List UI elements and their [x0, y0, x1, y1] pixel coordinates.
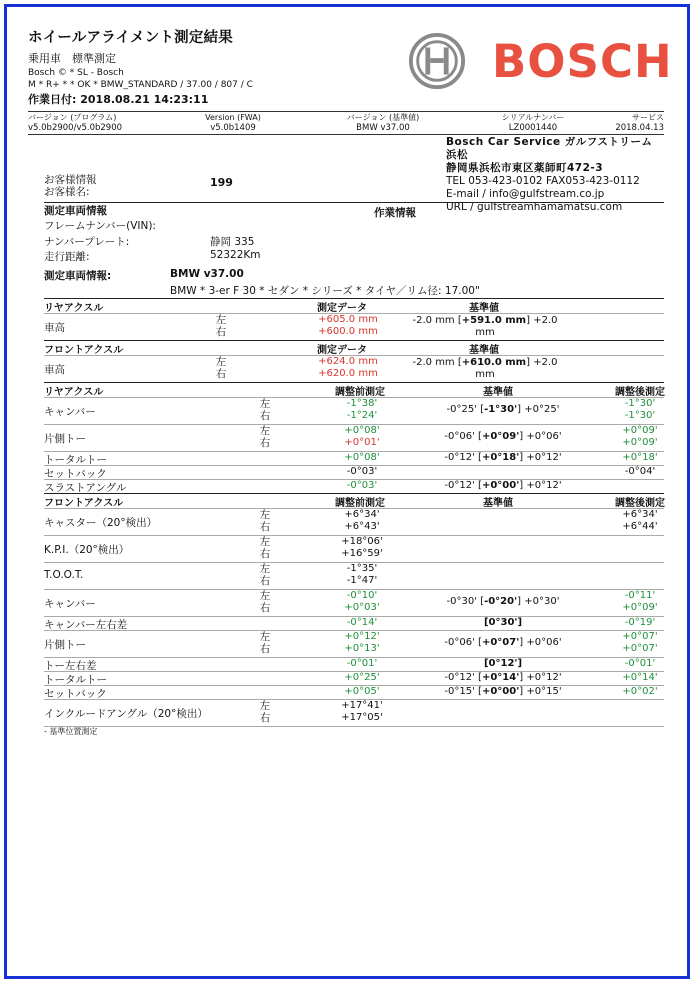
rear-toe-row: 片側トー 左 右 +0°08' +0°01' -0°06' [+0°09'] +0°06' +0°09' +0°09'	[44, 424, 664, 451]
company-tel: TEL 053-423-0102 FAX053-423-0112	[446, 175, 640, 187]
rear-ride-height-header: リヤアクスル 測定データ 基準値	[44, 298, 664, 311]
front-caster-row: キャスター（20°検出） 左 右 +6°34' +6°43' +6°34' +6°44'	[44, 508, 664, 535]
bosch-armature-icon	[408, 32, 466, 90]
model-detail: BMW * 3-er F 30 * セダン * シリーズ * タイヤ／リム径: 17.00"	[170, 285, 480, 297]
front-camber-row: キャンバー 左 右 -0°10' +0°03' -0°30' [-0°20'] +0°30' -0°11' +0°09'	[44, 589, 664, 616]
mileage-value: 52322Km	[210, 249, 261, 261]
plate-value: 静岡 335	[210, 236, 255, 248]
report-page	[28, 26, 673, 736]
rear-camber-row: キャンバー 左 右 -1°38' -1°24' -0°25' [-1°30'] +0°25' -1°30' -1°30'	[44, 397, 664, 424]
bosch-wordmark: BOSCH	[492, 35, 673, 88]
work-date: 作業日付: 2018.08.21 14:23:11	[28, 93, 209, 106]
front-camber-diff-row: キャンバー左右差 -0°14' [0°30'] -0°19'	[44, 616, 664, 630]
front-setback-row: セットバック +0°05' -0°15' [+0°00'] +0°15' +0°02'	[44, 685, 664, 699]
front-kpi-row: K.P.I.（20°検出） 左 右 +18°06' +16°59'	[44, 535, 664, 562]
customer-labels	[44, 174, 97, 198]
mileage-label: 走行距離:	[44, 251, 90, 263]
work-info-label: 作業情報	[374, 207, 416, 219]
company-name: Bosch Car Service ガルフストリーム 浜松	[446, 136, 653, 161]
vehicle-section-label: 測定車両情報	[44, 205, 107, 217]
front-ride-height-row: 車高 左 右 +624.0 mm +620.0 mm -2.0 mm [+610.0 mm] +2.0 mm	[44, 355, 664, 382]
fwa-version: Version (FWA) v5.0b1409	[205, 113, 261, 133]
front-total-toe-row: トータルトー +0°25' -0°12' [+0°14'] +0°12' +0°14'	[44, 671, 664, 685]
report-subtitle: 乗用車 標準測定	[28, 52, 116, 65]
rear-total-toe-row: トータルトー +0°08' -0°12' [+0°18'] +0°12' +0°18'	[44, 451, 664, 465]
version-header	[28, 111, 664, 135]
base-version: バージョン (基準値) BMW v37.00	[346, 113, 420, 133]
rear-ride-height-row: 車高 左 右 +605.0 mm +600.0 mm -2.0 mm [+591.0 mm] +2.0 mm	[44, 313, 664, 340]
brand-line: Bosch © * SL - Bosch	[28, 68, 124, 78]
bosch-logo	[406, 30, 673, 94]
vin-label: フレームナンバー(VIN):	[44, 220, 156, 232]
plate-label: ナンバープレート:	[44, 236, 130, 248]
front-ride-height-header: フロントアクスル 測定データ 基準値	[44, 340, 664, 353]
customer-name-label: お客様名:	[44, 186, 90, 198]
report-title: ホイールアライメント測定結果	[28, 30, 233, 46]
config-line: M * R+ * * OK * BMW_STANDARD / 37.00 / 807 / C	[28, 80, 253, 90]
front-included-angle-row: インクルードアングル（20°検出） 左 右 +17°41' +17°05'	[44, 699, 664, 727]
customer-info-value: 199	[210, 176, 233, 189]
divider	[44, 202, 664, 203]
serial-number: シリアルナンバー LZ0001440	[501, 113, 565, 133]
model-value: BMW v37.00	[170, 268, 244, 280]
footer-note: - 基準位置測定	[44, 727, 98, 736]
program-version: バージョン (プログラム) v5.0b2900/v5.0b2900	[28, 113, 123, 133]
rear-axle-header: リヤアクスル 調整前測定 基準値 調整後測定	[44, 382, 664, 395]
front-axle-header: フロントアクスル 調整前測定 基準値 調整後測定	[44, 493, 664, 506]
front-toe-diff-row: トー左右差 -0°01' [0°12'] -0°01'	[44, 657, 664, 671]
model-label: 測定車両情報:	[44, 270, 112, 282]
customer-info-label: お客様情報	[44, 174, 97, 186]
company-address: 静岡県浜松市東区薬師町472-3	[446, 162, 604, 174]
front-toot-row: T.O.O.T. 左 右 -1°35' -1°47'	[44, 562, 664, 589]
company-url: URL / gulfstreamhamamatsu.com	[446, 201, 623, 213]
service-date: サービス 2018.04.13	[615, 113, 664, 133]
company-email: E-mail / info@gulfstream.co.jp	[446, 188, 605, 200]
rear-thrust-row: スラストアングル -0°03' -0°12' [+0°00'] +0°12'	[44, 479, 664, 493]
rear-setback-row: セットバック -0°03' -0°04'	[44, 465, 664, 479]
front-toe-row: 片側トー 左 右 +0°12' +0°13' -0°06' [+0°07'] +0°06' +0°07' +0°07'	[44, 630, 664, 657]
